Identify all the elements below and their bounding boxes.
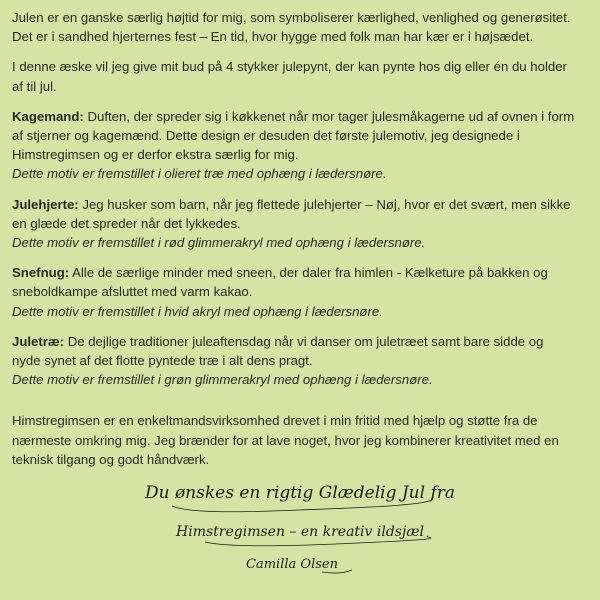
signature-name: Camilla Olsen bbox=[246, 557, 338, 572]
motif-material: Dette motiv er fremstillet i grøn glimmerakryl med ophæng i lædersnøre. bbox=[12, 372, 433, 388]
motif-text: nyde synet af det flotte pyntede træ i alt dens pragt. bbox=[12, 353, 313, 369]
about-paragraph bbox=[12, 411, 588, 469]
intro-line: Julen er en ganske særlig højtid for mig, som symboliserer kærlighed, venlighed og generøsitet. bbox=[12, 10, 571, 25]
motif-text: af stjerner og kagemænd. Dette design er desuden det første julemotiv, jeg designede i bbox=[12, 128, 520, 144]
motif-text: Duften, der spreder sig i køkkenet når mor tager julesmåkagerne ud af ovnen i form bbox=[83, 108, 575, 124]
signature-company: Himstregimsen – en kreativ ildsjæl bbox=[176, 524, 424, 540]
signature-graphic bbox=[0, 476, 600, 596]
handwritten-signature bbox=[0, 476, 600, 596]
motif-material: Dette motiv er fremstillet i rød glimmerakryl med ophæng i lædersnøre. bbox=[12, 235, 426, 251]
motif-text: en glæde det spreder når det lykkedes. bbox=[12, 215, 241, 231]
intro-line: Det er i sandhed hjerternes fest – En tid, hvor hygge med folk man har kær er i højsædet. bbox=[12, 29, 534, 45]
motif-name: Snefnug: bbox=[12, 265, 70, 281]
motif-text: Himstregimsen og er derfor ekstra særlig for mig. bbox=[12, 147, 299, 163]
motif-name: Juletræ: bbox=[12, 333, 65, 349]
motif-text: Alle de særlige minder med sneen, der daler fra himlen - Kælketure på bakken og bbox=[69, 265, 548, 281]
motif-text: De dejlige traditioner juleaftensdag når vi danser om juletræet samt bare sidde og bbox=[64, 333, 544, 349]
about-line: Himstregimsen er en enkeltmandsvirksomhed drevet i min fritid med hjælp og støtte fra de bbox=[12, 413, 538, 429]
motif-text: sneboldkampe afsluttet med varm kakao. bbox=[12, 284, 253, 300]
motif-material: Dette motiv er fremstillet i olieret træ med ophæng i lædersnøre. bbox=[12, 166, 387, 182]
about-line: teknisk tilgang og godt håndværk. bbox=[12, 451, 210, 467]
motif-name: Kagemand: bbox=[12, 108, 84, 124]
motif-snefnug bbox=[12, 263, 588, 321]
offer-line: af til jul. bbox=[12, 78, 57, 94]
offer-line: I denne æske vil jeg give mit bud på 4 stykker julepynt, der kan pynte hos dig eller én du holder bbox=[12, 59, 567, 75]
motif-juletrae bbox=[12, 332, 588, 390]
motif-kagemand bbox=[12, 107, 588, 184]
intro-paragraph bbox=[12, 8, 588, 46]
signature-greeting: Du ønskes en rigtig Glædelig Jul fra bbox=[144, 483, 456, 503]
motif-name: Julehjerte: bbox=[12, 196, 79, 212]
motif-julehjerte bbox=[12, 195, 588, 253]
about-line: nærmeste omkring mig. Jeg brænder for at lave noget, hvor jeg kombinerer kreativitet med en bbox=[12, 432, 559, 448]
motif-material: Dette motiv er fremstillet i hvid akryl med ophæng i lædersnøre. bbox=[12, 303, 383, 319]
offer-paragraph bbox=[12, 57, 588, 95]
motif-text: Jeg husker som barn, når jeg flettede julehjerter – Nøj, hvor er det svært, men sikke bbox=[78, 196, 571, 212]
